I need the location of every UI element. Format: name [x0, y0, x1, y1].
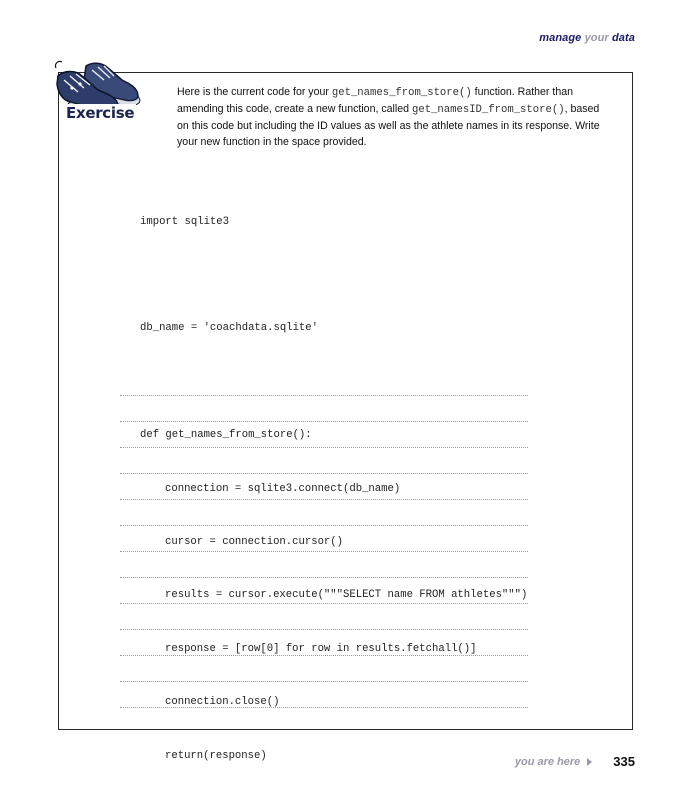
answer-line[interactable]: [120, 395, 528, 396]
answer-line[interactable]: [120, 681, 528, 682]
answer-line[interactable]: [120, 499, 528, 500]
you-are-here-label: you are here: [514, 755, 581, 768]
instructions-part-3: , based on this code but including the ID values as well as the athlete names in its response. Write your new function in the space provided.: [177, 103, 600, 148]
answer-line[interactable]: [120, 577, 528, 578]
running-head: [539, 32, 635, 44]
answer-line[interactable]: [120, 629, 528, 630]
code-line: def get_names_from_store():: [140, 429, 312, 442]
instructions-part-1: Here is the current code for your: [177, 86, 332, 98]
code-listing: [140, 178, 527, 783]
running-head-data: data: [611, 32, 635, 44]
answer-line[interactable]: [120, 655, 528, 656]
code-line: [140, 374, 527, 392]
answer-line[interactable]: [120, 421, 528, 422]
code-line: response = [row[0] for row in results.fetchall()]: [165, 642, 477, 655]
answer-line[interactable]: [120, 473, 528, 474]
running-head-your: your: [584, 32, 612, 44]
code-line: return(response): [165, 749, 267, 762]
instructions-part-2: function. Rather than amending this code, create a new function, called: [177, 86, 574, 115]
answer-line[interactable]: [120, 707, 528, 708]
answer-line[interactable]: [120, 551, 528, 552]
instructions-text: [177, 84, 613, 150]
triangle-right-icon: [587, 758, 592, 766]
code-line: connection = sqlite3.connect(db_name): [165, 482, 401, 495]
instructions-code-new-function: get_namesID_from_store(): [411, 104, 565, 116]
code-line: cursor = connection.cursor(): [165, 535, 344, 548]
code-line: connection.close(): [165, 696, 280, 709]
exercise-label: Exercise: [66, 104, 135, 122]
answer-line[interactable]: [120, 525, 528, 526]
page-footer: [515, 754, 635, 769]
code-line: results = cursor.execute("""SELECT name FROM athletes"""): [165, 589, 528, 602]
instructions-code-old-function: get_names_from_store(): [331, 87, 472, 99]
running-head-manage: manage: [539, 32, 585, 44]
code-line: import sqlite3: [140, 215, 230, 228]
page-number: 335: [613, 754, 635, 769]
code-line: db_name = 'coachdata.sqlite': [140, 322, 319, 335]
answer-line[interactable]: [120, 603, 528, 604]
answer-line[interactable]: [120, 447, 528, 448]
code-line: [140, 267, 527, 285]
